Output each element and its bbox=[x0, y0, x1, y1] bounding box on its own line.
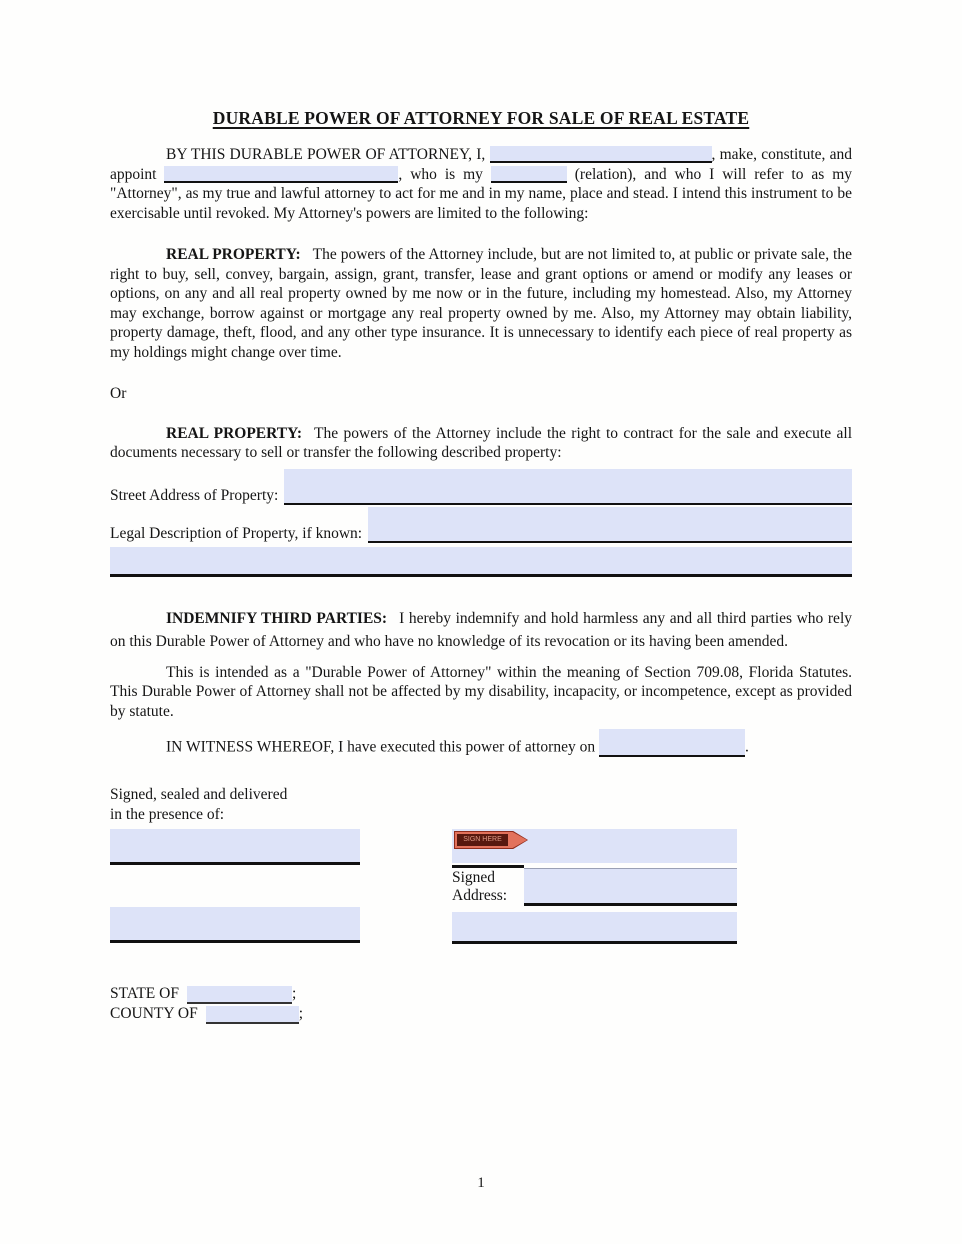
address-label: Address: bbox=[452, 887, 508, 904]
attorney-name-field[interactable] bbox=[164, 166, 398, 183]
intro-text-3: , who is my bbox=[398, 165, 491, 183]
witness-signature-field-2[interactable] bbox=[110, 907, 360, 943]
indemnify-heading: INDEMNIFY THIRD PARTIES: bbox=[166, 609, 388, 627]
signature-area bbox=[110, 829, 852, 944]
witness-gap bbox=[110, 865, 360, 907]
state-label: STATE OF bbox=[110, 985, 179, 1002]
county-label: COUNTY OF bbox=[110, 1005, 198, 1022]
signed-address-labels bbox=[452, 868, 524, 906]
relation-field[interactable] bbox=[491, 166, 567, 183]
county-punct: ; bbox=[298, 1005, 304, 1022]
real-property-option2-paragraph bbox=[110, 424, 852, 463]
intro-text-1: BY THIS DURABLE POWER OF ATTORNEY, I, bbox=[166, 146, 490, 163]
attestation-line1: Signed, sealed and delivered bbox=[110, 786, 288, 803]
street-address-row bbox=[110, 469, 852, 505]
street-address-field[interactable] bbox=[284, 469, 852, 505]
sign-here-flag[interactable] bbox=[454, 831, 528, 849]
county-row bbox=[110, 1004, 852, 1024]
legal-description-row bbox=[110, 507, 852, 543]
real-property-2-heading: REAL PROPERTY: bbox=[166, 424, 303, 442]
intro-text-2: , make, constitute, and appoint bbox=[110, 146, 852, 183]
street-address-label: Street Address of Property: bbox=[110, 486, 279, 504]
witness-column bbox=[110, 829, 360, 944]
page-number: 1 bbox=[477, 1175, 485, 1191]
notary-block bbox=[110, 984, 852, 1024]
indemnify-body: I hereby indemnify and hold harmless any and all third parties who rely on this Durable Power of Attorney and who have no knowledge of its revocation or its having been amended. bbox=[110, 609, 852, 650]
principal-signature-field[interactable] bbox=[452, 829, 737, 863]
indemnify-paragraph bbox=[110, 607, 852, 653]
county-field[interactable] bbox=[206, 1006, 299, 1024]
witness-clause-paragraph bbox=[110, 729, 852, 757]
real-property-option1-paragraph bbox=[110, 245, 852, 362]
legal-description-field[interactable] bbox=[368, 507, 852, 543]
witness-clause-text: IN WITNESS WHEREOF, I have executed this power of attorney on bbox=[166, 738, 599, 756]
real-property-1-body: The powers of the Attorney include, but are not limited to, at public or private sale, the right to buy, sell, convey, bargain, assign, grant, transfer, lease and grant options or amend or modify any leases or options, on any and all real property owned by me now or in the future, including my homestead. Also, my Attorney may exchange, borrow against or mortgage any real property owned by me. Also, my Attorney may obtain liability, property damage, theft, flood, and any other type insurance. It is unnecessary to identify each piece of real property as my holdings might change over time. bbox=[110, 246, 852, 361]
witness-clause-period: . bbox=[744, 738, 749, 756]
signed-label: Signed bbox=[452, 869, 496, 886]
state-row bbox=[110, 984, 852, 1004]
intro-text-4: (relation), and who I will refer to as my "Attorney", as my true and lawful attorney to act for me and in my name, place and stead. I intend this instrument to be exercisable until revoked. My Attorney's powers are limited to the following: bbox=[110, 165, 853, 222]
durable-clause-paragraph: This is intended as a "Durable Power of Attorney" within the meaning of Section 709.08, Florida Statutes. This Durable Power of Attorney shall not be affected by my disability, incapacity, or incompetence, except as provided by statute. bbox=[110, 663, 852, 720]
legal-description-field-line2[interactable] bbox=[110, 547, 852, 577]
execution-date-field[interactable] bbox=[599, 729, 745, 757]
attestation-block bbox=[110, 785, 852, 825]
state-field[interactable] bbox=[187, 986, 292, 1004]
principal-column bbox=[452, 829, 737, 944]
address-line2-field[interactable] bbox=[452, 912, 737, 944]
real-property-1-heading: REAL PROPERTY: bbox=[166, 246, 301, 263]
witness-signature-field-1[interactable] bbox=[110, 829, 360, 865]
document-title: DURABLE POWER OF ATTORNEY FOR SALE OF REAL ESTATE bbox=[212, 108, 750, 128]
or-label: Or bbox=[110, 385, 127, 402]
signed-address-grid bbox=[452, 868, 737, 906]
real-property-2-body: The powers of the Attorney include the right to contract for the sale and execute all documents necessary to sell or transfer the following described property: bbox=[110, 424, 852, 461]
principal-name-field[interactable] bbox=[490, 146, 712, 163]
sign-here-flag-label: SIGN HERE bbox=[457, 834, 508, 846]
signed-name-address-field[interactable] bbox=[524, 868, 737, 906]
intro-paragraph bbox=[110, 145, 852, 223]
state-punct: ; bbox=[291, 985, 297, 1002]
legal-description-label: Legal Description of Property, if known: bbox=[110, 524, 363, 542]
attestation-line2: in the presence of: bbox=[110, 806, 225, 823]
